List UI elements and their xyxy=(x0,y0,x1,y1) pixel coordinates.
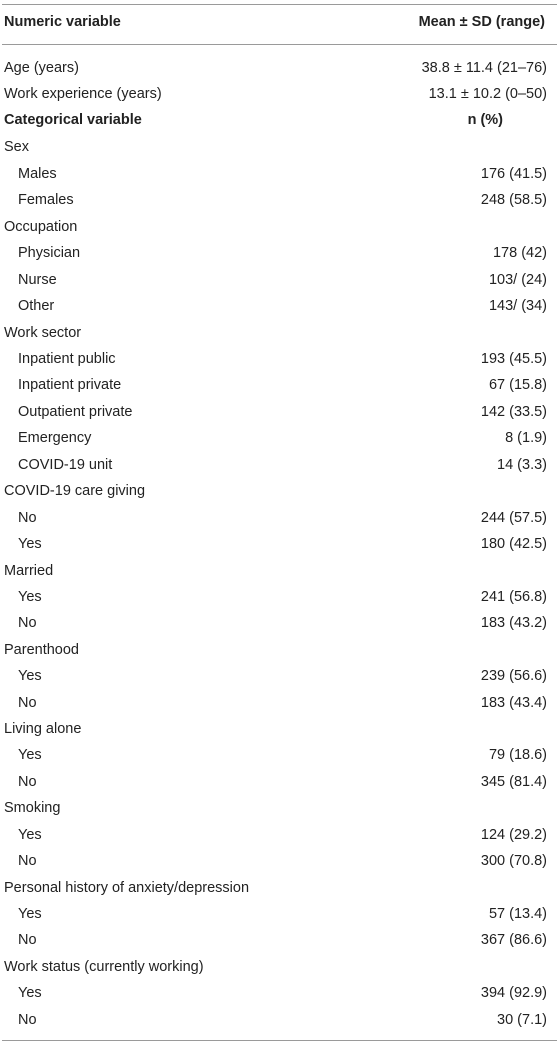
group-label: Work status (currently working) xyxy=(4,959,204,975)
row-label: Inpatient public xyxy=(18,351,116,367)
group-label: Married xyxy=(4,563,54,579)
table-row xyxy=(0,505,559,531)
table-row xyxy=(0,372,559,398)
row-label: No xyxy=(18,615,37,631)
table-row xyxy=(0,346,559,372)
table-row xyxy=(0,848,559,874)
row-value: 143/ (34) xyxy=(488,298,547,314)
row-label: No xyxy=(18,932,37,948)
numeric-header-value: Mean ± SD (range) xyxy=(418,14,545,30)
row-label: Outpatient private xyxy=(18,404,133,420)
group-label: Sex xyxy=(4,139,29,155)
row-value: 13.1 ± 10.2 (0–50) xyxy=(428,86,547,102)
row-value: 180 (42.5) xyxy=(480,536,547,552)
row-value: 367 (86.6) xyxy=(480,932,547,948)
table-row xyxy=(0,742,559,768)
row-label: No xyxy=(18,774,37,790)
table-row xyxy=(0,901,559,927)
numeric-header-row xyxy=(0,9,559,35)
row-label: Females xyxy=(18,192,74,208)
table-row xyxy=(0,531,559,557)
row-value: 248 (58.5) xyxy=(480,192,547,208)
row-label: Physician xyxy=(18,245,81,261)
row-value: 79 (18.6) xyxy=(488,747,547,763)
group-row xyxy=(0,795,559,821)
row-label: Inpatient private xyxy=(18,377,122,393)
table-row xyxy=(0,822,559,848)
table-row xyxy=(0,55,559,81)
row-label: Yes xyxy=(18,668,42,684)
group-label: Smoking xyxy=(4,800,61,816)
row-label: Yes xyxy=(18,589,42,605)
group-row xyxy=(0,478,559,504)
row-label: Work experience (years) xyxy=(4,86,162,102)
table-row xyxy=(0,663,559,689)
row-value: 193 (45.5) xyxy=(480,351,547,367)
row-label: Other xyxy=(18,298,55,314)
row-value: 394 (92.9) xyxy=(480,985,547,1001)
bottom-rule xyxy=(2,1040,557,1041)
row-value: 103/ (24) xyxy=(488,272,547,288)
row-value: 241 (56.8) xyxy=(480,589,547,605)
row-value: 178 (42) xyxy=(492,245,547,261)
table-row xyxy=(0,81,559,107)
group-label: Personal history of anxiety/depression xyxy=(4,880,250,896)
row-label: Yes xyxy=(18,985,42,1001)
row-label: Emergency xyxy=(18,430,92,446)
table-row xyxy=(0,399,559,425)
row-value: 57 (13.4) xyxy=(488,906,547,922)
row-label: Age (years) xyxy=(4,60,79,76)
row-value: 183 (43.2) xyxy=(480,615,547,631)
table-row xyxy=(0,293,559,319)
table-row xyxy=(0,1007,559,1033)
categorical-header-label: Categorical variable xyxy=(4,112,142,128)
row-value: 30 (7.1) xyxy=(497,1012,547,1028)
row-value: 345 (81.4) xyxy=(480,774,547,790)
row-label: Yes xyxy=(18,827,42,843)
row-label: Yes xyxy=(18,747,42,763)
group-label: Occupation xyxy=(4,219,78,235)
row-label: No xyxy=(18,853,37,869)
row-value: 239 (56.6) xyxy=(480,668,547,684)
row-value: 244 (57.5) xyxy=(480,510,547,526)
row-value: 142 (33.5) xyxy=(480,404,547,420)
table-row xyxy=(0,267,559,293)
table-row xyxy=(0,425,559,451)
group-row xyxy=(0,214,559,240)
table-row xyxy=(0,769,559,795)
group-row xyxy=(0,134,559,160)
row-value: 67 (15.8) xyxy=(488,377,547,393)
row-value: 8 (1.9) xyxy=(505,430,547,446)
top-rule xyxy=(2,4,557,5)
group-row xyxy=(0,716,559,742)
group-row xyxy=(0,875,559,901)
group-label: Parenthood xyxy=(4,642,79,658)
row-label: Yes xyxy=(18,536,42,552)
row-label: No xyxy=(18,695,37,711)
table-row xyxy=(0,927,559,953)
group-label: Work sector xyxy=(4,325,82,341)
table-row xyxy=(0,610,559,636)
row-value: 38.8 ± 11.4 (21–76) xyxy=(421,60,547,76)
group-row xyxy=(0,637,559,663)
group-label: Living alone xyxy=(4,721,82,737)
row-label: COVID-19 unit xyxy=(18,457,113,473)
row-label: No xyxy=(18,1012,37,1028)
table-row xyxy=(0,980,559,1006)
categorical-header-row xyxy=(0,107,559,133)
categorical-header-value: n (%) xyxy=(467,112,503,128)
table-row xyxy=(0,690,559,716)
row-value: 14 (3.3) xyxy=(497,457,547,473)
table-row xyxy=(0,187,559,213)
row-value: 176 (41.5) xyxy=(480,166,547,182)
group-row xyxy=(0,954,559,980)
row-value: 183 (43.4) xyxy=(480,695,547,711)
row-label: Males xyxy=(18,166,57,182)
table-row xyxy=(0,584,559,610)
numeric-header-label: Numeric variable xyxy=(4,14,121,30)
header-rule xyxy=(2,44,557,45)
table-row xyxy=(0,452,559,478)
row-label: Yes xyxy=(18,906,42,922)
table-row xyxy=(0,240,559,266)
row-value: 300 (70.8) xyxy=(480,853,547,869)
group-row xyxy=(0,558,559,584)
group-label: COVID-19 care giving xyxy=(4,483,146,499)
group-row xyxy=(0,320,559,346)
row-value: 124 (29.2) xyxy=(480,827,547,843)
table-row xyxy=(0,161,559,187)
row-label: Nurse xyxy=(18,272,57,288)
row-label: No xyxy=(18,510,37,526)
